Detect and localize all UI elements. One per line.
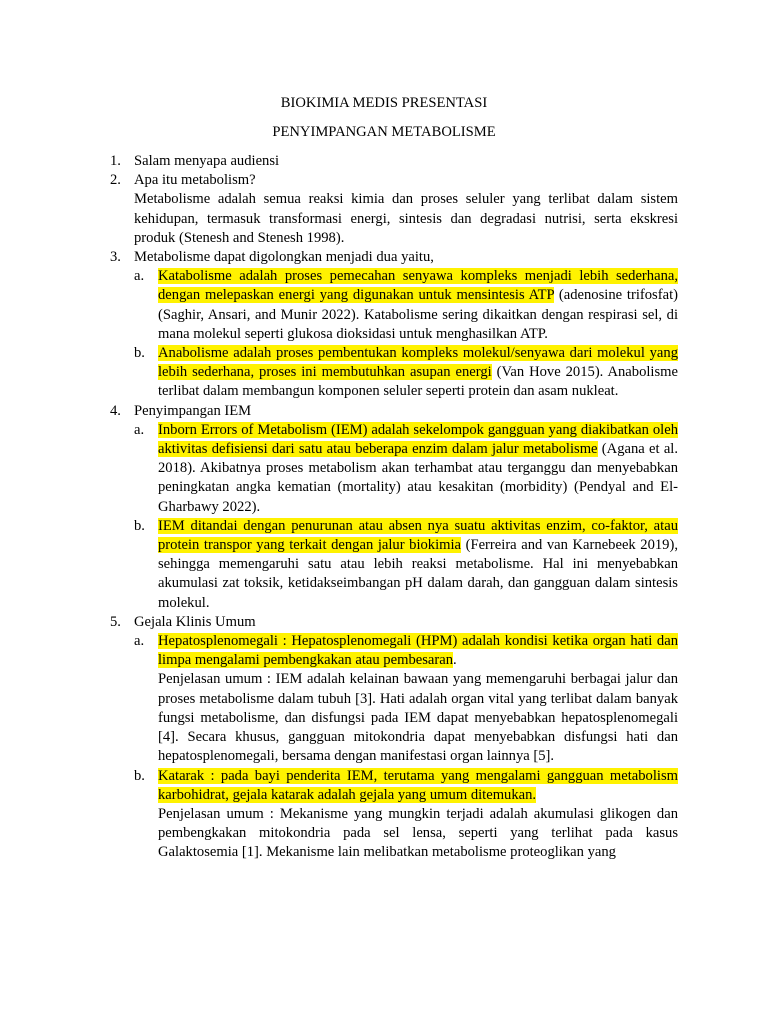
- plain-text: (Ferreira and van Karnebeek 2019), sehingga memengaruhi satu atau lebih reaksi metabolisme. Hal ini menyebabkan akumulasi zat toksik, ketidakseimbangan pH dalam darah, dan gangguan dalam sintesis molekul.: [158, 537, 678, 611]
- sub-item-text: [158, 344, 678, 402]
- numbered-list: [110, 152, 678, 863]
- document-title: BIOKIMIA MEDIS PRESENTASI: [280, 95, 488, 111]
- highlighted-text: Katabolisme adalah proses pemecahan senyawa kompleks menjadi lebih sederhana, dengan melepaskan energi yang digunakan untuk mensintesis ATP: [158, 268, 678, 304]
- item-text: Gejala Klinis Umum: [134, 613, 256, 630]
- plain-text: (Van Hove 2015). Anabolisme terlibat dalam membangun komponen seluler seperti protein dan asam nukleat.: [158, 364, 678, 400]
- highlighted-text: Hepatosplenomegali : Hepatosplenomegali (HPM) adalah kondisi ketika organ hati dan limpa mengalami pembengkakan atau pembesaran: [158, 633, 678, 669]
- sub-item-3b: [134, 344, 678, 402]
- list-item-3: [110, 248, 678, 402]
- highlighted-text: IEM ditandai dengan penurunan atau absen nya suatu aktivitas enzim, co-faktor, atau protein transpor yang terkait dengan jalur biokimia: [158, 517, 678, 554]
- sub-item-5a: [134, 632, 678, 766]
- document-subtitle: PENYIMPANGAN METABOLISME: [272, 124, 496, 140]
- item-text: Metabolisme dapat digolongkan menjadi dua yaitu,: [134, 249, 434, 266]
- sub-item-letter: a.: [134, 633, 145, 650]
- sub-item-text: [158, 517, 678, 613]
- sub-item-letter: a.: [134, 421, 145, 438]
- explanation-paragraph: Penjelasan umum : Mekanisme yang mungkin terjadi adalah akumulasi glikogen dan pembengkakan mitokondria pada sel lensa, seperti yang terlihat pada kasus Galaktosemia [1]. Mekanisme lain melibatkan metabolisme proteoglikan yang: [158, 805, 678, 861]
- plain-text: .: [453, 652, 457, 669]
- sub-item-4a: [134, 421, 678, 517]
- item-number: 2.: [110, 172, 121, 189]
- sub-item-letter: a.: [134, 268, 145, 285]
- item-number: 1.: [110, 153, 121, 169]
- item-body: Metabolisme adalah semua reaksi kimia dan proses seluler yang terlibat dalam sistem kehidupan, termasuk transformasi energi, sintesis dan degradasi nutrisi, serta ekskresi produk (Stenesh and Stenesh 1998).: [134, 191, 678, 246]
- highlighted-text: Inborn Errors of Metabolism (IEM) adalah sekelompok gangguan yang diakibatkan oleh aktivitas defisiensi dari satu atau beberapa enzim dalam jalur metabolisme: [158, 421, 678, 458]
- plain-text: (adenosine trifosfat) (Saghir, Ansari, and Munir 2022). Katabolisme sering dikaitkan dengan respirasi sel, di mana molekul seperti glukosa dioksidasi untuk menghasilkan ATP.: [158, 287, 678, 342]
- list-item-5: [110, 613, 678, 863]
- list-item-1: [110, 152, 678, 171]
- sub-item-letter: b.: [134, 767, 145, 784]
- sub-item-5b: [134, 767, 678, 863]
- sub-item-letter: b.: [134, 345, 145, 362]
- item-number: 5.: [110, 613, 121, 630]
- item-text: Apa itu metabolism?: [134, 172, 256, 189]
- explanation-paragraph: Penjelasan umum : IEM adalah kelainan bawaan yang memengaruhi berbagai jalur dan proses metabolisme dalam tubuh [3]. Hati adalah organ vital yang terlibat dalam banyak fungsi metabolisme, dan disfungsi pada IEM dapat menyebabkan hepatosplenomegali [4]. Secara khusus, gangguan mitokondria dapat menyebabkan disfungsi hati dan hepatosplenomegali, bersama dengan manifestasi organ lainnya [5].: [158, 671, 678, 765]
- sub-item-3a: [134, 267, 678, 344]
- highlighted-text: Katarak : pada bayi penderita IEM, terutama yang mengalami gangguan metabolism karbohidrat, gejala katarak adalah gejala yang umum ditemukan.: [158, 767, 678, 803]
- item-text: Salam menyapa audiensi: [134, 153, 280, 169]
- sub-item-text: [158, 421, 678, 517]
- highlighted-text: Anabolisme adalah proses pembentukan kompleks molekul/senyawa dari molekul yang lebih sederhana, proses ini membutuhkan asupan energi: [158, 345, 678, 381]
- list-item-4: [110, 402, 678, 613]
- sub-item-4b: [134, 517, 678, 613]
- sub-item-letter: b.: [134, 517, 145, 534]
- item-number: 4.: [110, 402, 121, 419]
- item-text: Penyimpangan IEM: [134, 402, 252, 419]
- plain-text: (Agana et al. 2018). Akibatnya proses metabolism akan terhambat atau terganggu dan menyebabkan peningkatan angka kematian (mortality) atau kesakitan (morbidity) (Pendyal and El-Gharbawy 2022).: [158, 441, 678, 515]
- sub-item-text: [158, 767, 678, 805]
- list-item-2: [110, 171, 678, 248]
- sub-item-text: [158, 267, 678, 344]
- item-number: 3.: [110, 249, 121, 266]
- sub-item-text: [158, 632, 678, 670]
